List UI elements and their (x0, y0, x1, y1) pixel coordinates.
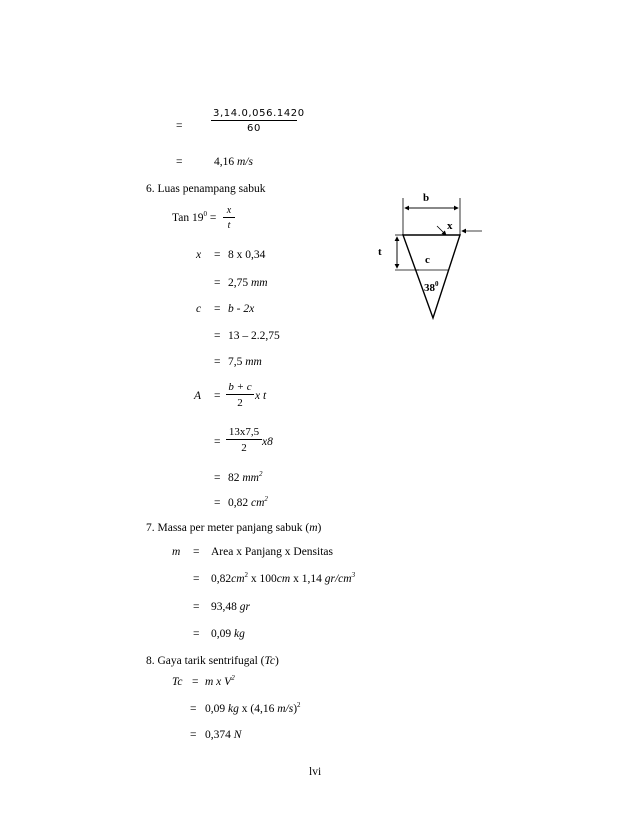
tan-numerator: x (223, 205, 235, 218)
line-x2-eq: = (214, 277, 221, 289)
page-number: lvi (309, 766, 322, 778)
mass-lhs: m (172, 546, 181, 558)
tension-mass: 0,09 (205, 703, 228, 715)
mass-kg-unit: kg (234, 628, 245, 640)
diagram-angle-value: 38 (424, 282, 435, 294)
belt-diagram-svg (375, 188, 485, 323)
line-c3-value: 7,5 (228, 356, 243, 368)
tension-eq-1: = (192, 676, 199, 688)
tension-eq-3: = (190, 729, 197, 741)
section8-heading-text: 8. Gaya tarik sentrifugal ( (146, 655, 265, 667)
area4-eq: = (214, 497, 221, 509)
mass-area: 0,82 (211, 573, 232, 585)
velocity-denominator: 60 (247, 123, 261, 134)
area3-eq: = (214, 472, 221, 484)
diagram-label-c: c (425, 254, 430, 266)
velocity-result-value: 4,16 (214, 156, 235, 168)
line-c3-eq: = (214, 356, 221, 368)
line-x-rhs: 8 x 0,34 (228, 249, 266, 261)
line-c3-rhs (228, 356, 262, 368)
line-c3-unit: mm (245, 356, 262, 368)
mass-gr-unit: gr (239, 601, 250, 613)
tension-result-unit: N (233, 729, 242, 741)
tension-eq-2: = (190, 703, 197, 715)
section7-heading-text: 7. Massa per meter panjang sabuk ( (146, 522, 310, 534)
velocity-result (214, 156, 253, 168)
tension-formula-text: m x V (205, 676, 232, 688)
line-x-eq: = (214, 249, 221, 261)
line-c-rhs: b - 2x (228, 303, 255, 315)
area3-unit: mm (242, 472, 259, 484)
tension-result-value: 0,374 (205, 729, 234, 741)
mass-length-unit: cm (276, 573, 291, 585)
area-denominator: 2 (237, 397, 243, 409)
diagram-label-t: t (378, 246, 382, 258)
mass-density-exp: 3 (351, 571, 356, 579)
velocity-numerator: 3,14.0,056.1420 (213, 108, 305, 119)
mass-eq-2: = (193, 573, 200, 585)
mass-formula: Area x Panjang x Densitas (211, 546, 333, 558)
section8-heading (146, 655, 279, 667)
mass-area-unit: cm (231, 573, 245, 585)
tan-label (172, 212, 216, 224)
belt-v-shape (403, 235, 460, 318)
tan-degree: 0 (203, 210, 207, 218)
tension-lhs: Tc (172, 676, 183, 688)
velocity-result-unit: m/s (237, 156, 253, 168)
line-x2-rhs (228, 277, 268, 289)
area-tail: x t (255, 390, 267, 402)
velocity-eq-sign-2: = (176, 156, 183, 168)
area3-value (228, 472, 263, 484)
mass-density: x 1,14 (290, 573, 325, 585)
section7-heading (146, 522, 321, 534)
tension-velocity: x (4,16 (238, 703, 278, 715)
diagram-angle-degree: 0 (435, 280, 439, 288)
tension-formula (205, 676, 235, 688)
line-x2-value: 2,75 (228, 277, 249, 289)
mass-result-gr (211, 601, 250, 613)
area2-eq: = (214, 436, 221, 448)
section7-heading-close: ) (317, 522, 322, 534)
area-eq: = (214, 390, 221, 402)
mass-kg-value: 0,09 (211, 628, 232, 640)
area3-number: 82 (228, 472, 240, 484)
x-arrow-left (437, 226, 446, 235)
area3-exp: 2 (259, 470, 263, 478)
tan-prefix: Tan 19 (172, 212, 204, 224)
tan-denominator: t (227, 220, 231, 231)
area4-unit: cm (251, 497, 265, 509)
diagram-label-x: x (447, 220, 453, 232)
area-fraction (226, 381, 254, 409)
mass-gr-value: 93,48 (211, 601, 237, 613)
diagram-label-b: b (423, 192, 430, 204)
line-x2-unit: mm (251, 277, 268, 289)
section6-heading: 6. Luas penampang sabuk (146, 183, 266, 195)
mass-substitution (211, 573, 355, 585)
velocity-fraction (211, 108, 305, 134)
belt-cross-section-diagram (375, 188, 485, 323)
tan-fraction (223, 205, 235, 231)
line-c2-eq: = (214, 330, 221, 342)
line-c-lhs: c (196, 303, 202, 315)
area4-value (228, 497, 268, 509)
diagram-label-angle (424, 282, 439, 294)
velocity-eq-sign-1: = (176, 120, 183, 132)
area2-tail: x8 (262, 436, 273, 448)
mass-density-unit: gr/cm (324, 573, 352, 585)
tension-velocity-unit: m/s (277, 703, 294, 715)
tan-eq: = (209, 212, 217, 224)
tension-close: ) (293, 703, 298, 715)
mass-eq-4: = (193, 628, 200, 640)
tension-substitution (205, 703, 301, 715)
line-x-lhs: x (196, 249, 202, 261)
section8-heading-close: ) (274, 655, 279, 667)
area-lhs: A (194, 390, 202, 402)
line-c2-rhs: 13 – 2.2,75 (228, 330, 280, 342)
area4-exp: 2 (264, 495, 268, 503)
mass-area-exp: 2 (244, 571, 249, 579)
tension-exp: 2 (297, 701, 301, 709)
tension-result (205, 729, 241, 741)
section8-heading-var: Tc (264, 655, 275, 667)
mass-result-kg (211, 628, 245, 640)
area2-numerator: 13x7,5 (226, 426, 262, 440)
line-c-eq: = (214, 303, 221, 315)
area-numerator: b + c (226, 381, 254, 395)
area2-denominator: 2 (241, 442, 247, 454)
tension-formula-exp: 2 (231, 674, 235, 682)
mass-eq-3: = (193, 601, 200, 613)
tension-mass-unit: kg (228, 703, 239, 715)
area4-number: 0,82 (228, 497, 249, 509)
mass-length: x 100 (248, 573, 277, 585)
mass-eq-1: = (193, 546, 200, 558)
section7-heading-var: m (309, 522, 318, 534)
area2-fraction (226, 426, 262, 454)
